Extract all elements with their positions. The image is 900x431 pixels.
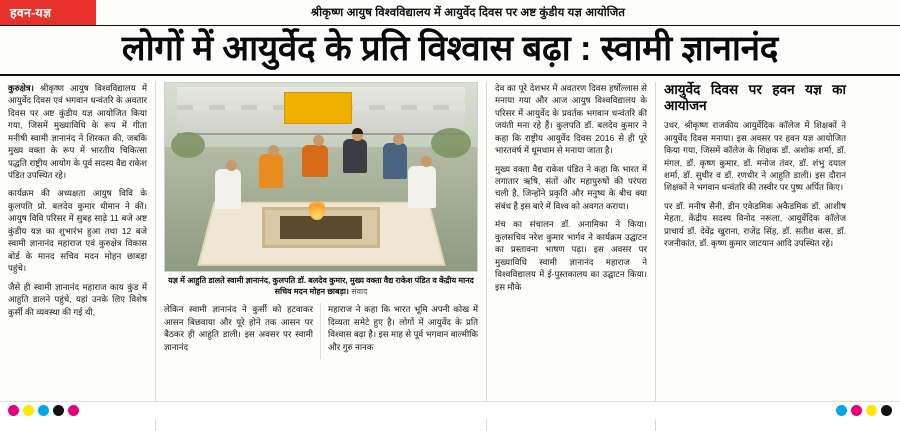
headline-container xyxy=(0,26,900,76)
caption-text: यज्ञ में आहुति डालते स्वामी ज्ञानानंद, कुलपति डॉ. बलदेव कुमार, मुख्य वक्ता वैद्य राकेश पंडित व केंद्रीय मानद सचिव मदन मोहन छाबड़ा। xyxy=(168,275,474,296)
registration-dot-black xyxy=(881,405,892,416)
column-two-b xyxy=(321,303,478,359)
kicker-headline: श्रीकृष्ण आयुष विश्वविद्यालय में आयुर्वेद दिवस पर अष्ट कुंडीय यज्ञ आयोजित xyxy=(310,7,626,19)
registration-dot-yellow xyxy=(866,405,877,416)
paragraph: उधर, श्रीकृष्ण राजकीय आयुर्वेदिक कॉलेज में शिक्षकों ने आयुर्वेद दिवस मनाया। इस अवसर पर हवन यज्ञ आयोजित किया गया, जिसमें कॉलेज के शिक्षक डॉ. अशोक शर्मा, डॉ. मंगल, डॉ. कृष्ण कुमार, डॉ. मनोज तंवर, डॉ. शंभु दयाल शर्मा, डॉ. सुधीर व डॉ. रणधीर ने आहुति डाली। इस दौरान शिक्षकों ने भगवान धन्वंतरि की तस्वीर पर पुष्प अर्पित किए। xyxy=(664,120,846,193)
caption-credit: संवाद xyxy=(351,286,368,296)
person-seated xyxy=(215,169,241,209)
paragraph: मुख्य वक्ता वैद्य राकेश पंडित ने कहा कि भारत में लगातार ऋषि, संतों और महापुरुषों की परंपरा चली है, जिन्होंने प्रकृति और मनुष्य के बीच क्या संबंध है इस बारे में विश्व को अवगत कराया। xyxy=(495,163,647,211)
registration-dot-magenta xyxy=(851,405,862,416)
yagna-flame xyxy=(309,196,325,220)
column-middle xyxy=(156,82,486,431)
registration-dot-yellow xyxy=(23,405,34,416)
registration-dot-magenta xyxy=(8,405,19,416)
column-one xyxy=(8,82,156,431)
top-bar xyxy=(0,0,900,26)
registration-marks-right xyxy=(836,405,892,416)
main-headline: लोगों में आयुर्वेद के प्रति विश्वास बढ़ा : स्वामी ज्ञानानंद xyxy=(121,29,779,68)
yellow-banner xyxy=(284,92,353,124)
paragraph xyxy=(8,82,147,182)
person-head xyxy=(393,134,404,145)
sub-headline: आयुर्वेद दिवस पर हवन यज्ञ का आयोजन xyxy=(664,81,846,113)
tree-foliage xyxy=(171,132,205,158)
section-tag: हवन-यज्ञ xyxy=(0,0,96,25)
paragraph: मंच का संचालन डॉ. अनामिका ने किया। कुलसचिव नरेश कुमार भार्गव ने कार्यक्रम उद्घाटन का प्रस्तावना भाषण पढ़ा। इस अवसर पर मुख्याविधि स्वामी ज्ञानानंद महाराज ने विश्वविद्यालय में ई-पुस्तकालय का उद्घाटन किया। इस मौके xyxy=(495,219,647,292)
column-two-a xyxy=(164,303,321,359)
person-seated xyxy=(343,139,367,173)
paragraph: पर डॉ. मनीष सैनी, डीन एकेडमिक अकैडमिक डॉ. आशीष मेहता, केंद्रीय सदस्य विनोद नरूला, आयुर्वेदिक कॉलेज प्राचार्य डॉ. देवेंद्र खुराना, राजेंद्र सिंह, डॉ. सतीश बत्स, डॉ. रजनीकांत, डॉ. कृष्ण कुमार जाटयान आदि उपस्थित रहे। xyxy=(664,200,846,249)
person-seated xyxy=(302,145,328,177)
person-hair xyxy=(352,128,363,134)
caption-subcolumns xyxy=(164,303,478,359)
paragraph: देव का पूरे देशभर में अवतरण दिवस हर्षोल्लास से मनाया गया और आज आयुष विश्वविद्यालय के परिसर में आयुर्वेद के प्रवर्तक भगवान धन्वंतरि की जयंती मना रहे हैं। कुलपति डॉ. बलदेव कुमार ने कहा कि राष्ट्रीय आयुर्वेद दिवस 2016 से ही पूरे भारतवर्ष में धूमधाम से मनाया जाता है। xyxy=(495,82,647,156)
kund-inner xyxy=(280,216,361,239)
paragraph: जैसे ही स्वामी ज्ञानानंद महाराज काय कुंड में आहुति डालने पहुंचे, यहां उनके लिए विशेष कुर्सी की व्यवस्था की गई थी, xyxy=(8,281,147,317)
column-four xyxy=(656,82,846,431)
registration-dot-black xyxy=(53,405,64,416)
paragraph: महाराज ने कहा कि भारत भूमि अपनी कोख में दिव्यता समेटे हुए है। लोगों में आयुर्वेद के प्रति विश्वास बढ़ा है। इस माह से पूर्व भगवान बाल्मीकि और गुरु नानक xyxy=(328,304,478,352)
registration-marks-left xyxy=(8,405,79,416)
registration-dot-cyan xyxy=(836,405,847,416)
paragraph: लेकिन स्वामी ज्ञानानंद ने कुर्सी को हटवाकर आसन बिछवाया और पूरे होने तक आसन पर बैठकर ही आहुति डाली। इस अवसर पर स्वामी ज्ञानानंद xyxy=(164,304,313,352)
person-seated xyxy=(259,154,283,188)
registration-dot-magenta xyxy=(68,405,79,416)
registration-dot-cyan xyxy=(38,405,49,416)
person-seated xyxy=(383,143,407,179)
paragraph: कार्यक्रम की अध्यक्षता आयुष विवि के कुलपति प्रो. बलदेव कुमार धीमान ने की। आयुष विवि परिसर में सुबह साढ़े 11 बजे अष्ट कुंडीय यज्ञ का शुभारंभ हुआ तथा 12 बजे स्वामी ज्ञानानंद महाराज एवं कुरुक्षेत्र विकास बोर्ड के मानद सचिव मदन मोहन छाबड़ा पहुंचे। xyxy=(8,188,147,274)
person-head xyxy=(421,156,432,167)
person-head xyxy=(268,145,279,156)
person-seated xyxy=(408,166,436,208)
tree-foliage xyxy=(431,128,471,158)
paragraph-text: श्रीकृष्ण आयुष विश्वविद्यालय में आयुर्वेद दिवस एवं भगवान धन्वंतरि के अवतार दिवस पर अष्ट कुंडीय यज्ञ आयोजित किया गया, जिसमें मुख्याविधि के रूप में गीता मनीषी स्वामी ज्ञानानंद ने शिरकत की, जबकि मुख्य वक्ता के रूप में भारतीय चिकित्सा पद्धति राष्ट्रीय आयोग के पूर्व सदस्य वैद्य राकेश पंडित उपस्थित रहे। xyxy=(8,82,147,180)
page-footer xyxy=(0,401,900,419)
column-three xyxy=(486,82,656,431)
dateline: कुरुक्षेत्र। xyxy=(8,82,34,93)
photo-caption xyxy=(164,272,478,304)
person-head xyxy=(226,160,237,171)
article-body xyxy=(0,76,900,431)
article-photo xyxy=(164,82,478,272)
